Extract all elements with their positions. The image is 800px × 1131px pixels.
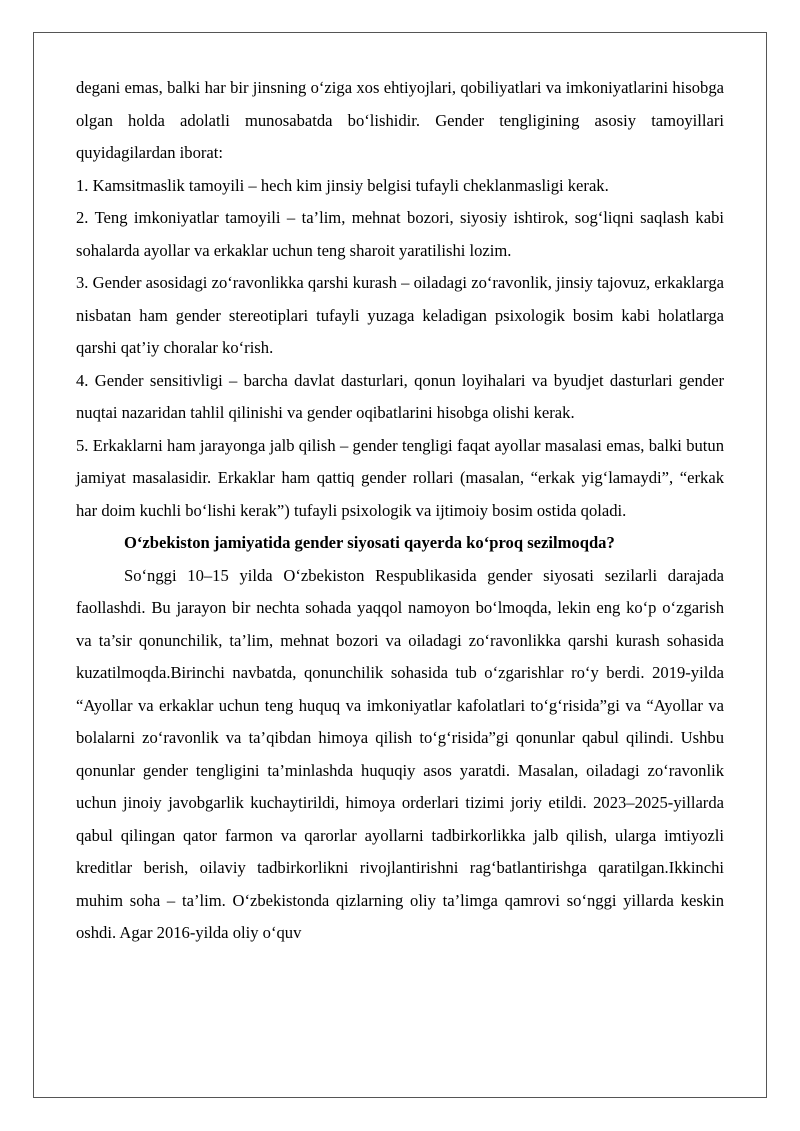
list-item-principle-2: 2. Teng imkoniyatlar tamoyili – ta’lim, mehnat bozori, siyosiy ishtirok, sog‘liqni saqlash kabi sohalarda ayollar va erkaklar uchun teng sharoit yaratilishi lozim. <box>76 208 724 260</box>
page-content <box>76 72 724 950</box>
list-item-principle-1: 1. Kamsitmaslik tamoyili – hech kim jinsiy belgisi tufayli cheklanmasligi kerak. <box>76 175 609 195</box>
body-paragraph: So‘nggi 10–15 yilda O‘zbekiston Respublikasida gender siyosati sezilarli darajada faollashdi. Bu jarayon bir nechta sohada yaqqol namoyon bo‘lmoqda, lekin eng ko‘p o‘zgarish va ta’sir qonunchilik, ta’lim, mehnat bozori va oiladagi zo‘ravonlikka qarshi kurash sohasida kuzatilmoqda.Birinchi navbatda, qonunchilik sohasida tub o‘zgarishlar ro‘y berdi. 2019-yilda “Ayollar va erkaklar uchun teng huquq va imkoniyatlar kafolatlari to‘g‘risida”gi va “Ayollar va bolalarni zo‘ravonlik va ta’qibdan himoya qilish to‘g‘risida”gi qonunlar qabul qilindi. Ushbu qonunlar gender tengligini ta’minlashda huquqiy asos yaratdi. Masalan, oiladagi zo‘ravonlik uchun jinoiy javobgarlik kuchaytirildi, himoya orderlari tizimi joriy etildi. 2023–2025-yillarda qabul qilingan qator farmon va qarorlar ayollarni tadbirkorlikka jalb qilish, ularga imtiyozli kreditlar berish, oilaviy tadbirkorlikni rivojlantirishni rag‘batlantirishga qaratilgan.Ikkinchi muhim soha – ta’lim. O‘zbekistonda qizlarning oliy ta’limga qamrovi so‘nggi yillarda keskin oshdi. Agar 2016-yilda oliy o‘quv <box>76 565 724 942</box>
list-item-principle-3: 3. Gender asosidagi zo‘ravonlikka qarshi kurash – oiladagi zo‘ravonlik, jinsiy tajovuz, erkaklarga nisbatan ham gender stereotiplari tufayli yuzaga keladigan psixologik bosim kabi holatlarga qarshi qat’iy choralar ko‘rish. <box>76 273 724 357</box>
section-heading: O‘zbekiston jamiyatida gender siyosati qayerda ko‘proq sezilmoqda? <box>124 533 615 552</box>
list-item-principle-5: 5. Erkaklarni ham jarayonga jalb qilish – gender tengligi faqat ayollar masalasi emas, balki butun jamiyat masalasidir. Erkaklar ham qattiq gender rollari (masalan, “erkak yig‘lamaydi”, “erkak har doim kuchli bo‘lishi kerak”) tufayli psixologik va ijtimoiy bosim ostida qoladi. <box>76 435 724 520</box>
list-item-principle-4: 4. Gender sensitivligi – barcha davlat dasturlari, qonun loyihalari va byudjet dasturlari gender nuqtai nazaridan tahlil qilinishi va gender oqibatlarini hisobga olishi kerak. <box>76 370 724 422</box>
intro-paragraph: degani emas, balki har bir jinsning o‘ziga xos ehtiyojlari, qobiliyatlari va imkoniyatlarini hisobga olgan holda adolatli munosabatda bo‘lishidir. Gender tengligining asosiy tamoyillari quyidagilardan iborat: <box>76 78 724 162</box>
